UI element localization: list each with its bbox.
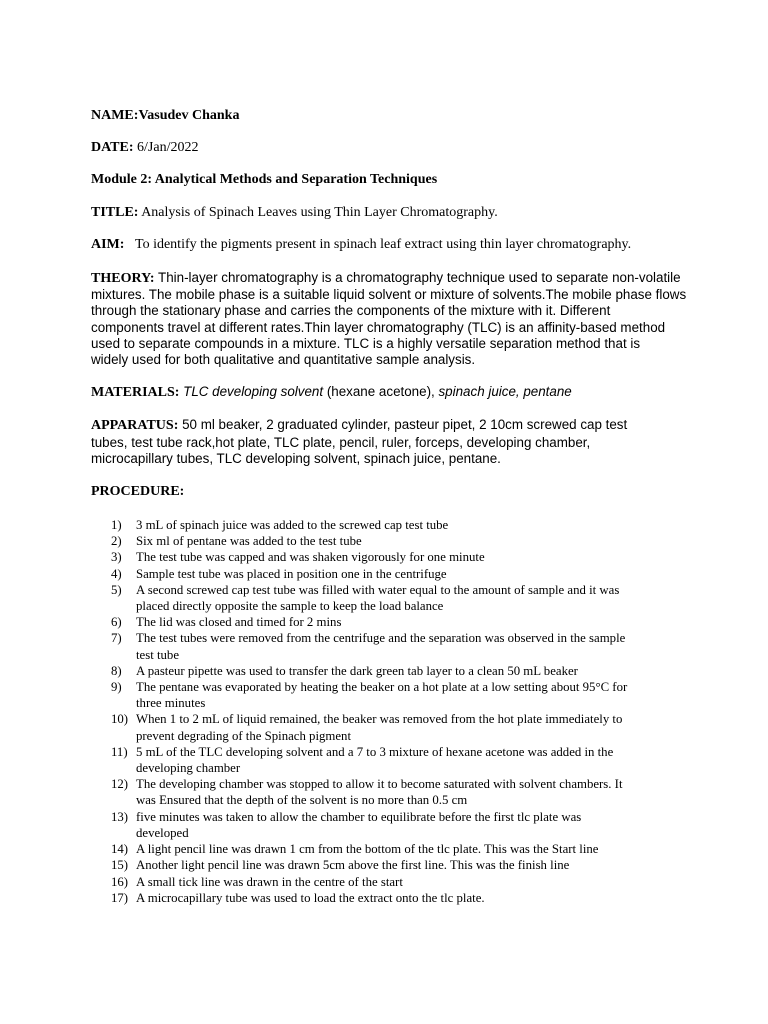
procedure-step bbox=[91, 582, 691, 614]
materials-solvent-detail: (hexane acetone), bbox=[323, 384, 439, 400]
procedure-heading bbox=[91, 484, 691, 500]
procedure-step-number: 14) bbox=[111, 842, 129, 857]
procedure-step bbox=[91, 857, 691, 873]
title-line bbox=[91, 205, 691, 221]
apparatus-line-2: tubes, test tube rack,hot plate, TLC plate, pencil, ruler, forceps, developing chamber, bbox=[91, 434, 591, 450]
theory-label: THEORY: bbox=[91, 271, 155, 286]
apparatus-section bbox=[91, 417, 691, 467]
procedure-step-text: was Ensured that the depth of the solvent is no more than 0.5 cm bbox=[136, 793, 468, 808]
procedure-step-text: five minutes was taken to allow the chamber to equilibrate before the first tlc plate was bbox=[136, 809, 582, 824]
procedure-step-number: 16) bbox=[111, 874, 129, 889]
aim-label: AIM: bbox=[91, 237, 125, 252]
aim-line bbox=[91, 237, 691, 253]
procedure-step-text: The developing chamber was stopped to allow it to become saturated with solvent chambers. It bbox=[136, 777, 623, 792]
procedure-step bbox=[91, 890, 691, 906]
procedure-step bbox=[91, 630, 691, 662]
procedure-step bbox=[91, 549, 691, 565]
procedure-step bbox=[91, 614, 691, 630]
procedure-step-text: A pasteur pipette was used to transfer the dark green tab layer to a clean 50 mL beaker bbox=[136, 663, 578, 678]
procedure-step-text: Another light pencil line was drawn 5cm above the first line. This was the finish line bbox=[136, 858, 570, 873]
procedure-step-text: A small tick line was drawn in the centre of the start bbox=[136, 874, 403, 889]
apparatus-line-3: microcapillary tubes, TLC developing solvent, spinach juice, pentane. bbox=[91, 450, 501, 466]
apparatus-text-1: 50 ml beaker, 2 graduated cylinder, pasteur pipet, 2 10cm screwed cap test bbox=[178, 417, 628, 433]
module-heading: Module 2: Analytical Methods and Separation Techniques bbox=[91, 172, 438, 187]
name-line bbox=[91, 108, 691, 124]
procedure-step-text: test tube bbox=[136, 647, 180, 662]
theory-line-6: widely used for both qualitative and quantitative sample analysis. bbox=[91, 352, 476, 368]
theory-line-2: mixtures. The mobile phase is a suitable liquid solvent or mixture of solvents.The mobile phase flows bbox=[91, 287, 687, 303]
theory-line-4: components travel at different rates.Thin layer chromatography (TLC) is an affinity-based method bbox=[91, 319, 666, 335]
procedure-step-text: Six ml of pentane was added to the test tube bbox=[136, 534, 362, 549]
date-line bbox=[91, 140, 691, 156]
procedure-step-text: developing chamber bbox=[136, 761, 241, 776]
procedure-step-text: A light pencil line was drawn 1 cm from the bottom of the tlc plate. This was the Start line bbox=[136, 842, 599, 857]
procedure-step bbox=[91, 566, 691, 582]
aim-value: To identify the pigments present in spinach leaf extract using thin layer chromatography. bbox=[135, 237, 632, 252]
procedure-step bbox=[91, 841, 691, 857]
theory-line-5: used to separate compounds in a mixture. TLC is a highly versatile separation method that is bbox=[91, 335, 641, 351]
procedure-step-text: developed bbox=[136, 825, 189, 840]
procedure-step bbox=[91, 874, 691, 890]
theory-section bbox=[91, 270, 691, 368]
theory-line-1 bbox=[91, 270, 691, 287]
procedure-step bbox=[91, 533, 691, 549]
date-label: DATE: bbox=[91, 140, 134, 155]
procedure-step-number: 7) bbox=[111, 631, 122, 646]
procedure-step-text: When 1 to 2 mL of liquid remained, the beaker was removed from the hot plate immediately to bbox=[136, 712, 623, 727]
procedure-step-number: 11) bbox=[111, 744, 128, 759]
materials-label: MATERIALS: bbox=[91, 385, 180, 401]
procedure-step-number: 3) bbox=[111, 550, 122, 565]
procedure-step-text: three minutes bbox=[136, 696, 206, 711]
procedure-step-number: 1) bbox=[111, 518, 122, 533]
title-value: Analysis of Spinach Leaves using Thin Layer Chromatography. bbox=[138, 205, 498, 220]
procedure-step bbox=[91, 744, 691, 776]
procedure-step-number: 5) bbox=[111, 582, 122, 597]
name-label: NAME: bbox=[91, 108, 139, 123]
materials-solvent: TLC developing solvent bbox=[179, 384, 324, 400]
procedure-step bbox=[91, 711, 691, 743]
apparatus-label: APPARATUS: bbox=[91, 418, 179, 434]
procedure-step-number: 8) bbox=[111, 663, 122, 678]
apparatus-line-1 bbox=[91, 417, 691, 434]
materials-others: spinach juice, pentane bbox=[438, 384, 572, 400]
procedure-step bbox=[91, 679, 691, 711]
procedure-step bbox=[91, 663, 691, 679]
theory-line-3: through the stationary phase and carries the components of the mixture with it. Different bbox=[91, 303, 611, 319]
procedure-list bbox=[91, 517, 691, 906]
procedure-step-text: The test tubes were removed from the centrifuge and the separation was observed in the sample bbox=[136, 631, 626, 646]
procedure-step-text: placed directly opposite the sample to keep the load balance bbox=[136, 599, 444, 614]
procedure-step-text: prevent degrading of the Spinach pigment bbox=[136, 728, 351, 743]
document-page bbox=[91, 108, 691, 906]
procedure-step-text: A second screwed cap test tube was filled with water equal to the amount of sample and it was bbox=[136, 582, 620, 597]
procedure-step-number: 12) bbox=[111, 777, 129, 792]
theory-text-1: Thin-layer chromatography is a chromatography technique used to separate non-volatile bbox=[154, 270, 681, 285]
procedure-step bbox=[91, 517, 691, 533]
procedure-step-number: 2) bbox=[111, 534, 122, 549]
procedure-step-number: 17) bbox=[111, 890, 129, 905]
procedure-step-text: The test tube was capped and was shaken vigorously for one minute bbox=[136, 550, 485, 565]
date-value: 6/Jan/2022 bbox=[133, 140, 199, 155]
procedure-label: PROCEDURE: bbox=[91, 484, 185, 500]
procedure-step bbox=[91, 776, 691, 808]
title-label: TITLE: bbox=[91, 205, 139, 220]
procedure-step-text: Sample test tube was placed in position one in the centrifuge bbox=[136, 566, 447, 581]
name-value: Vasudev Chanka bbox=[138, 108, 240, 123]
materials-line bbox=[91, 384, 691, 401]
procedure-step-number: 13) bbox=[111, 809, 129, 824]
procedure-step-number: 10) bbox=[111, 712, 129, 727]
procedure-step-number: 6) bbox=[111, 615, 122, 630]
procedure-step-number: 4) bbox=[111, 566, 122, 581]
procedure-step-text: The lid was closed and timed for 2 mins bbox=[136, 615, 342, 630]
procedure-step-text: 5 mL of the TLC developing solvent and a 7 to 3 mixture of hexane acetone was added in the bbox=[136, 744, 614, 759]
procedure-step-number: 9) bbox=[111, 680, 122, 695]
procedure-step-text: A microcapillary tube was used to load the extract onto the tlc plate. bbox=[136, 890, 485, 905]
procedure-step-text: 3 mL of spinach juice was added to the screwed cap test tube bbox=[136, 518, 449, 533]
procedure-step-text: The pentane was evaporated by heating the beaker on a hot plate at a low setting about 95°C for bbox=[136, 680, 628, 695]
procedure-step-number: 15) bbox=[111, 858, 129, 873]
procedure-step bbox=[91, 809, 691, 841]
